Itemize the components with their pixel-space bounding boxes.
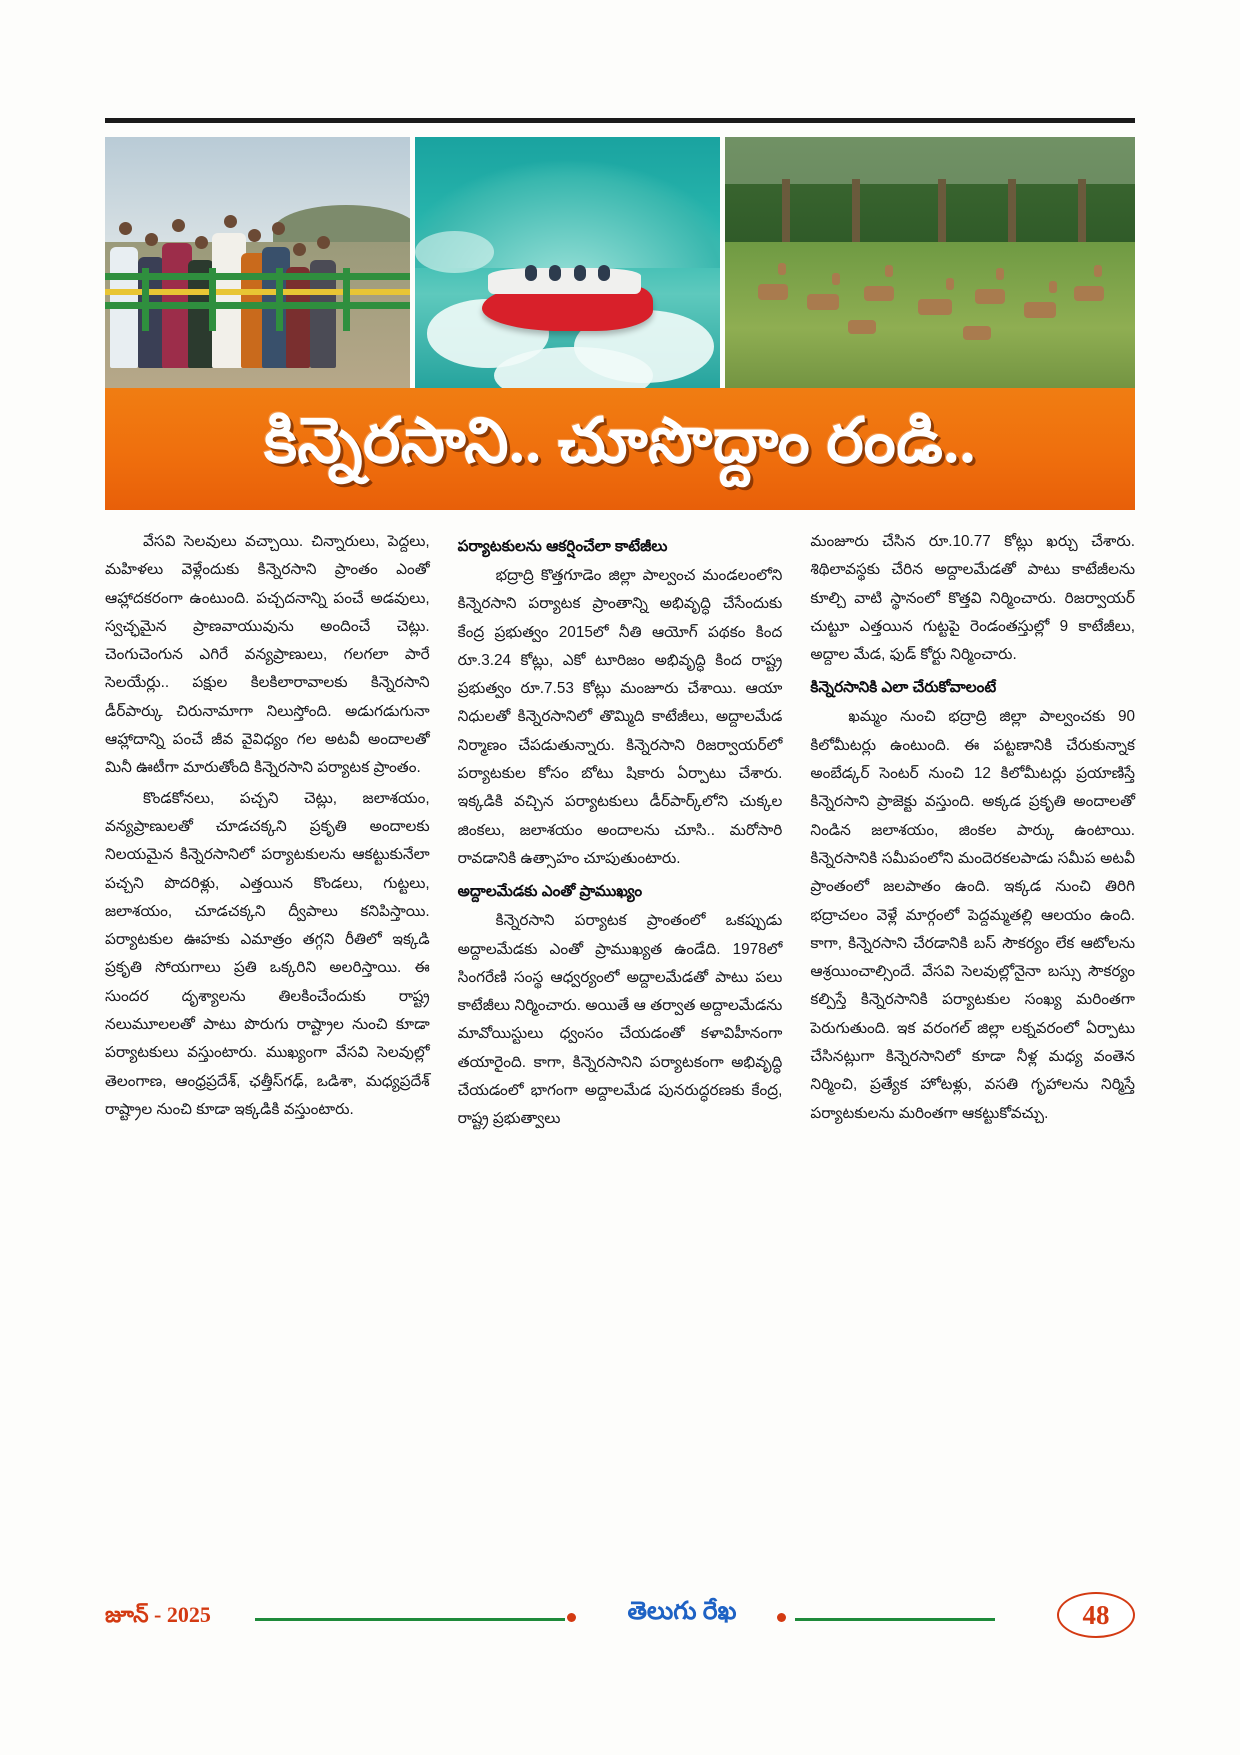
footer-dot-left [567, 1613, 576, 1622]
page-number-badge: 48 [1057, 1592, 1135, 1638]
photo-strip [105, 137, 1135, 399]
paragraph: కిన్నెరసాని పర్యాటక ప్రాంతంలో ఒకప్పుడు అద్దాలమేడకు ఎంతో ప్రాముఖ్యత ఉండేది. 1978లో సింగరేణి సంస్థ ఆధ్వర్యంలో అద్దాలమేడతో పాటు పలు కాటేజీలు నిర్మించారు. అయితే ఆ తర్వాత అద్దాలమేడను మావోయిస్టులు ధ్వంసం చేయడంతో కళావిహీనంగా తయారైంది. కాగా, కిన్నెరసానిని పర్యాటకంగా అభివృద్ధి చేయడంలో భాగంగా అద్దాలమేడ పునరుద్ధరణకు కేంద్ర, రాష్ట్ర ప్రభుత్వాలు [457, 912, 783, 1128]
section-subheading: పర్యాటకులను ఆకర్షించేలా కాటేజీలు [457, 538, 668, 555]
article-headline-banner [105, 388, 1135, 510]
photo-deer-park [725, 137, 1135, 399]
footer-rule-right [795, 1618, 995, 1621]
page-footer [105, 1596, 1135, 1648]
paragraph: భద్రాద్రి కొత్తగూడెం జిల్లా పాల్వంచ మండలంలోని కిన్నెరసాని పర్యాటక ప్రాంతాన్ని అభివృద్ధి చేసేందుకు కేంద్ర ప్రభుత్వం 2015లో నీతి ఆయోగ్ పథకం కింద రూ.3.24 కోట్లు, ఎకో టూరిజం అభివృద్ధి కింద రాష్ట్ర ప్రభుత్వం రూ.7.53 కోట్లు మంజూరు చేశాయి. ఆయా నిధులతో కిన్నెరసానిలో తొమ్మిది కాటేజీలు, అద్దాలమేడ నిర్మాణం చేపడుతున్నారు. కిన్నెరసాని రిజర్వాయర్‌లో పర్యాటకుల కోసం బోటు షికారు ఏర్పాటు చేశారు. ఇక్కడికి వచ్చిన పర్యాటకులు డీర్‌పార్క్‌లోని చుక్కల జింకలు, జలాశయం అందాలను చూసి.. మరోసారి రావడానికి ఉత్సాహం చూపుతుంటారు. [457, 567, 783, 867]
paragraph: ఖమ్మం నుంచి భద్రాద్రి జిల్లా పాల్వంచకు 90 కిలోమీటర్లు ఉంటుంది. ఈ పట్టణానికి చేరుకున్నాక అంబేడ్కర్ సెంటర్ నుంచి 12 కిలోమీటర్లు ప్రయాణిస్తే కిన్నెరసాని ప్రాజెక్టు వస్తుంది. అక్కడ ప్రకృతి అందాలతో నిండిన జలాశయం, జింకల పార్కు ఉంటాయి. కిన్నెరసానికి సమీపంలోని మందెరకలపాడు సమీప అటవీ ప్రాంతంలో జలపాతం ఉంది. ఇక్కడ నుంచి తిరిగి భద్రాచలం వెళ్లే మార్గంలో పెద్దమ్మతల్లి ఆలయం ఉంది. కాగా, కిన్నెరసాని చేరడానికి బస్ సౌకర్యం లేక ఆటోలను ఆశ్రయించాల్సిందే. వేసవి సెలవుల్లోనైనా బస్సు సౌకర్యం కల్పిస్తే కిన్నెరసానికి పర్యాటకుల సంఖ్య మరింతగా పెరుగుతుంది. ఇక వరంగల్ జిల్లా లక్నవరంలో ఏర్పాటు చేసినట్లుగా కిన్నెరసానిలో కూడా నీళ్ల మధ్య వంతెన నిర్మించి, ప్రత్యేక హోటళ్లు, వసతి గృహాలను నిర్మిస్తే పర్యాటకులను మరింతగా ఆకట్టుకోవచ్చు. [810, 708, 1136, 1122]
section-subheading: కిన్నెరసానికి ఎలా చేరుకోవాలంటే [810, 679, 997, 697]
photo-speed-boat [415, 137, 720, 399]
page-title: కిన్నెరసాని.. చూసొద్దాం రండి.. [264, 406, 976, 476]
article-body [105, 528, 1135, 1538]
column-2 [458, 528, 783, 1538]
column-3 [810, 528, 1135, 1538]
top-rule [105, 118, 1135, 123]
magazine-brand: తెలుగు రేఖ [627, 1598, 737, 1625]
footer-dot-right [777, 1613, 786, 1622]
footer-rule-left [255, 1618, 565, 1621]
section-subheading: అద్దాలమేడకు ఎంతో ప్రాముఖ్యం [457, 883, 643, 901]
photo-tourists-bridge [105, 137, 410, 399]
paragraph: కొండకోనలు, పచ్చని చెట్లు, జలాశయం, వన్యప్రాణులతో చూడచక్కని ప్రకృతి అందాలకు నిలయమైన కిన్నెరసానిలో పర్యాటకులను ఆకట్టుకునేలా పచ్చని పొదరిళ్లు, ఎత్తయిన కొండలు, గుట్టలు, జలాశయం, చూడచక్కని ద్వీపాలు కనిపిస్తాయి. పర్యాటకుల ఊహకు ఎమాత్రం తగ్గని రీతిలో ఇక్కడి ప్రకృతి సోయగాలు ప్రతి ఒక్కరిని అలరిస్తాయి. ఈ సుందర దృశ్యాలను తిలకించేందుకు రాష్ట్ర నలుమూలలతో పాటు పొరుగు రాష్ట్రాల నుంచి కూడా పర్యాటకులు వస్తుంటారు. ముఖ్యంగా వేసవి సెలవుల్లో తెలంగాణ, ఆంధ్రప్రదేశ్, ఛత్తీస్‌గఢ్, ఒడిశా, మధ్యప్రదేశ్ రాష్ట్రాల నుంచి కూడా ఇక్కడికి వస్తుంటారు. [105, 789, 430, 1118]
column-1 [105, 528, 430, 1538]
paragraph: వేసవి సెలవులు వచ్చాయి. చిన్నారులు, పెద్దలు, మహిళలు వెళ్లేందుకు కిన్నెరసాని ప్రాంతం ఎంతో ఆహ్లాదకరంగా ఉంటుంది. పచ్చదనాన్ని పంచే అడవులు, స్వచ్ఛమైన ప్రాణవాయువును అందించే చెట్లు. చెంగుచెంగున ఎగిరే వన్యప్రాణులు, గలగలా పారే సెలయేర్లు.. పక్షుల కిలకిలారావాలకు కిన్నెరసాని డీర్‌పార్కు చిరునామాగా నిలుస్తోంది. అడుగడుగునా ఆహ్లాదాన్ని పంచే జీవ వైవిధ్యం గల అటవీ అందాలతో మినీ ఊటీగా మారుతోంది కిన్నెరసాని పర్యాటక ప్రాంతం. [105, 533, 430, 777]
issue-date: జూన్ - 2025 [105, 1602, 211, 1627]
paragraph: మంజూరు చేసిన రూ.10.77 కోట్లు ఖర్చు చేశారు. శిథిలావస్థకు చేరిన అద్దాలమేడతో పాటు కాటేజీలను కూల్చి వాటి స్థానంలో కొత్తవి నిర్మించారు. రిజర్వాయర్ చుట్టూ ఎత్తయిన గుట్టపై రెండంతస్తుల్లో 9 కాటేజీలు, అద్దాల మేడ, ఫుడ్ కోర్టు నిర్మించారు. [810, 533, 1136, 664]
